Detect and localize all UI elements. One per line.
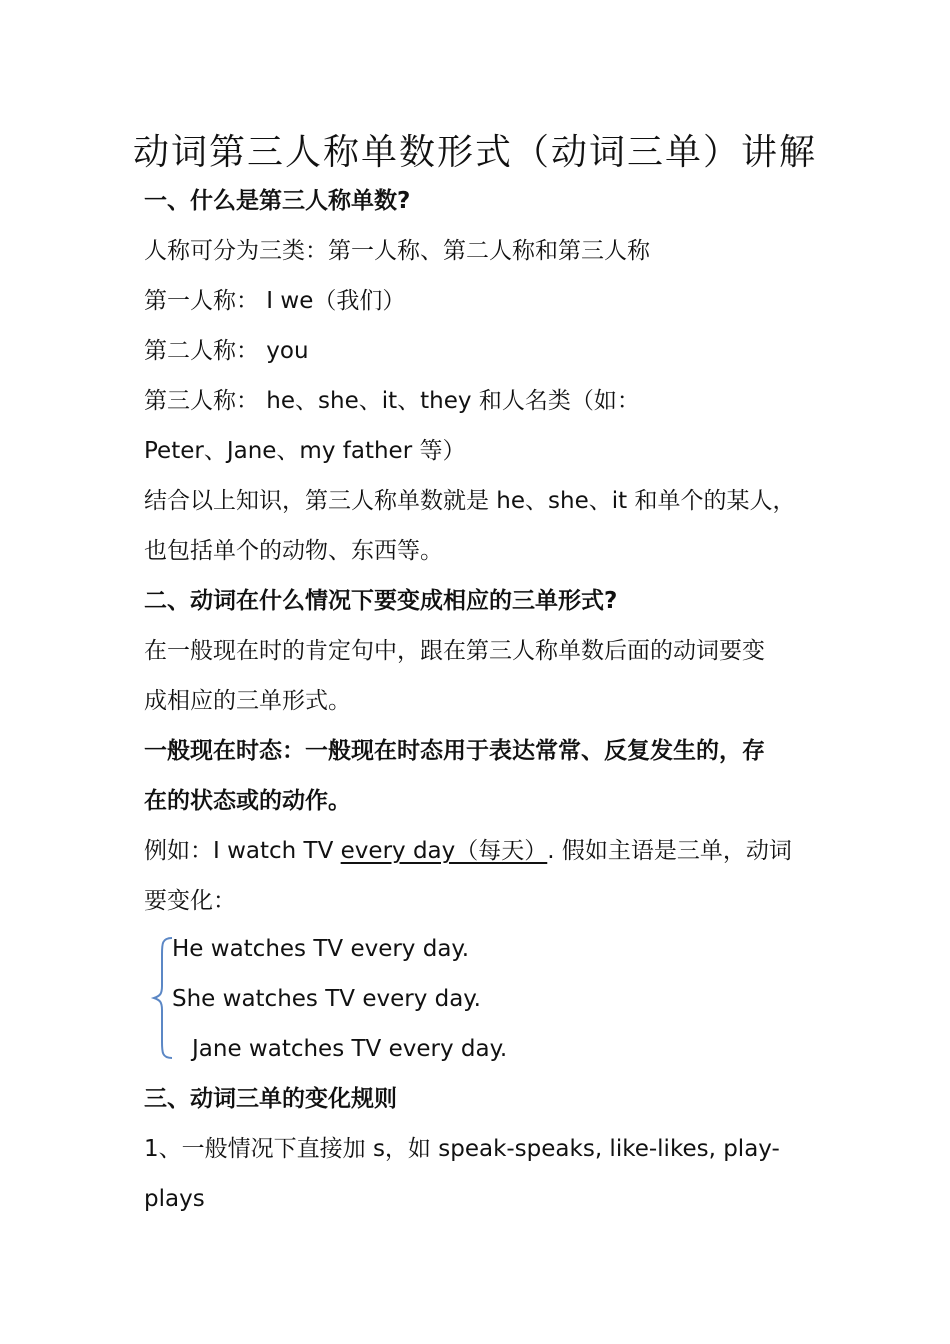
example-suffix: . 假如主语是三单，动词 — [547, 838, 792, 864]
section2-heading: 二、动词在什么情况下要变成相应的三单形式? — [144, 588, 618, 614]
example-line — [144, 836, 792, 866]
example-sentence-jane: Jane watches TV every day. — [192, 1036, 508, 1062]
definition-line-1: 一般现在时态：一般现在时态用于表达常常、反复发生的，存 — [144, 738, 765, 764]
example-underlined-phrase: every day（每天） — [340, 838, 548, 864]
section1-heading: 一、什么是第三人称单数? — [144, 188, 411, 214]
rule1-line-2: plays — [144, 1186, 205, 1212]
section2-text-1: 在一般现在时的肯定句中，跟在第三人称单数后面的动词要变 — [144, 638, 765, 664]
section3-heading: 三、动词三单的变化规则 — [144, 1086, 397, 1112]
example-sentence-she: She watches TV every day. — [172, 986, 481, 1012]
section1-intro: 人称可分为三类：第一人称、第二人称和第三人称 — [144, 238, 650, 264]
third-person-line-2: Peter、Jane、my father 等） — [144, 438, 466, 464]
section2-text-2: 成相应的三单形式。 — [144, 688, 351, 714]
third-person-line-1: 第三人称： he、she、it、they 和人名类（如： — [144, 388, 640, 414]
example-prefix: 例如：I watch TV — [144, 838, 341, 864]
example-sentence-he: He watches TV every day. — [172, 936, 470, 962]
first-person-line: 第一人称： I we（我们） — [144, 288, 406, 314]
definition-line-2: 在的状态或的动作。 — [144, 788, 351, 814]
conclusion-line-1: 结合以上知识，第三人称单数就是 he、she、it 和单个的某人， — [144, 488, 796, 514]
rule1-line-1: 1、一般情况下直接加 s，如 speak-speaks, like-likes, play- — [144, 1136, 780, 1162]
curly-brace-icon — [150, 936, 174, 1060]
example-line-2: 要变化： — [144, 888, 236, 914]
second-person-line: 第二人称： you — [144, 338, 309, 364]
conclusion-line-2: 也包括单个的动物、东西等。 — [144, 538, 443, 564]
document-title: 动词第三人称单数形式（动词三单）讲解 — [132, 132, 817, 173]
